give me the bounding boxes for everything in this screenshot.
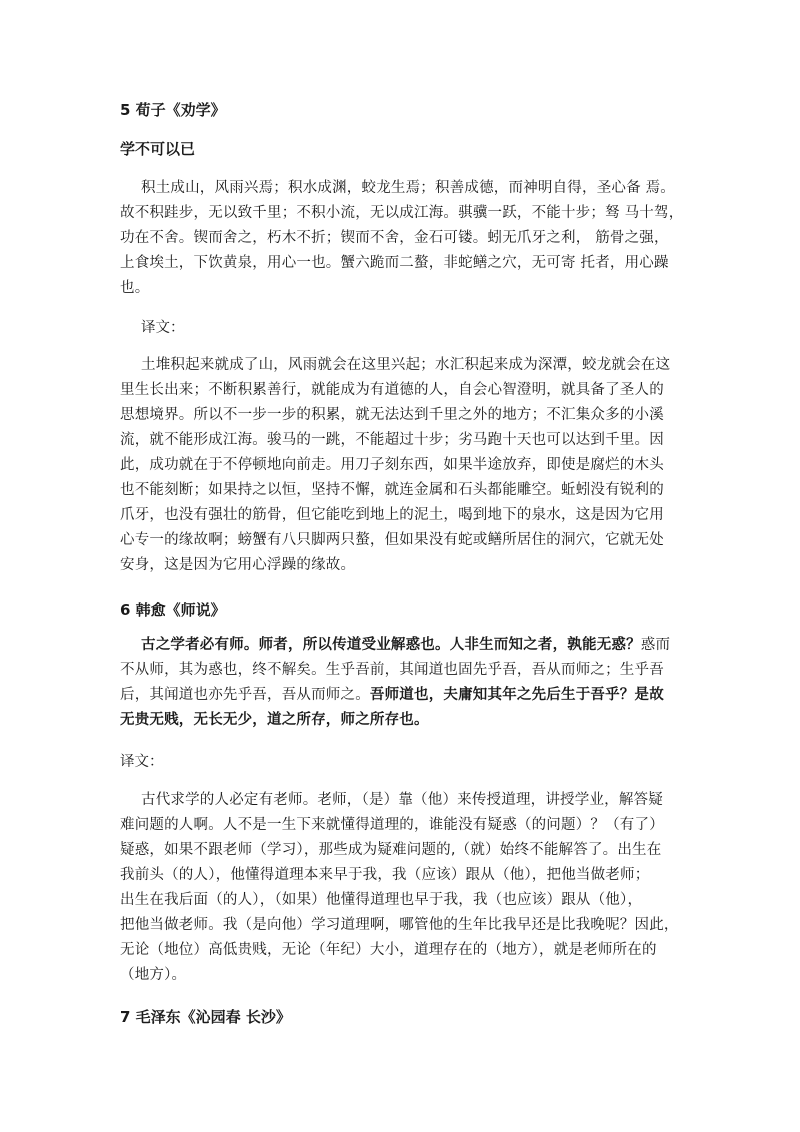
plain-span: 后，其闻道也亦先乎吾，吾从而师之。: [120, 687, 370, 703]
text-line: 故不积跬步，无以致千里；不积小流，无以成江海。骐骥一跃，不能十步；驽 马十驾，: [120, 205, 684, 221]
section-5-translation-label: 译文：: [141, 320, 185, 336]
translation-line: 安身，这是因为它用心浮躁的缘故。: [120, 557, 356, 573]
translation-line: 此，成功就在于不停顿地向前走。用刀子刻东西，如果半途放弃，即使是腐烂的木头: [120, 457, 664, 473]
section-5-translation: [120, 353, 680, 578]
translation-line: （地方）。: [120, 967, 187, 983]
text-line: 也。: [120, 280, 150, 296]
translation-line: 也不能刻断；如果持之以恒，坚持不懈，就连金属和石头都能雕空。蚯蚓没有锐利的: [120, 482, 664, 498]
bold-span: 古之学者必有师。师者，所以传道受业解惑也。人非生而知之者，孰能无惑？: [141, 637, 641, 653]
text-line: [120, 633, 680, 658]
translation-line: 出生在我后面（的人），（如果）他懂得道理也早于我，我（也应该）跟从（他），: [120, 892, 643, 908]
text-line: 不从师，其为惑也，终不解矣。生乎吾前，其闻道也固先乎吾，吾从而师之；生乎吾: [120, 662, 664, 678]
text-line: 功在不舍。锲而舍之，朽木不折；锲而不舍，金石可镂。蚓无爪牙之利， 筋骨之强，: [120, 230, 669, 246]
text-line: 积土成山，风雨兴焉；积水成渊，蛟龙生焉；积善成德，而神明自得，圣心备 焉。: [141, 180, 676, 196]
translation-line: 古代求学的人必定有老师。老师，（是）靠（他）来传授道理，讲授学业，解答疑: [141, 792, 663, 808]
translation-line: 里生长出来；不断积累善行，就能成为有道德的人，自会心智澄明，就具备了圣人的: [120, 382, 664, 398]
text-line: 无贵无贱，无长无少，道之所存，师之所存也。: [120, 712, 429, 728]
section-5-text: [120, 176, 684, 301]
translation-line: 我前头（的人），他懂得道理本来早于我，我（应该）跟从（他），把他当做老师；: [120, 867, 650, 883]
section-7-heading: 7 毛泽东《沁园春 长沙》: [120, 1008, 291, 1026]
translation-line: 疑惑，如果不跟老师（学习），那些成为疑难问题的,（就）始终不能解答了。出生在: [120, 842, 662, 858]
translation-line: 爪牙，也没有强壮的筋骨，但它能吃到地上的泥土，喝到地下的泉水，这是因为它用: [120, 507, 664, 523]
section-6-text: [120, 633, 680, 733]
section-6-translation: [120, 788, 680, 988]
translation-line: 心专一的缘故啊；螃蟹有八只脚两只螯，但如果没有蛇或鳝所居住的洞穴，它就无处: [120, 532, 664, 548]
text-line: [120, 683, 680, 708]
translation-line: 把他当做老师。我（是向他）学习道理啊，哪管他的生年比我早还是比我晚呢？因此，: [120, 917, 679, 933]
translation-line: 无论（地位）高低贵贱，无论（年纪）大小，道理存在的（地方），就是老师所在的: [120, 942, 657, 958]
text-line: 上食埃土，下饮黄泉，用心一也。蟹六跪而二螯，非蛇鳝之穴，无可寄 托者，用心躁: [120, 255, 669, 271]
translation-line: 思想境界。所以不一步一步的积累，就无法达到千里之外的地方；不汇集众多的小溪: [120, 407, 664, 423]
section-5-heading: 5 荀子《劝学》: [120, 101, 226, 119]
translation-line: 难问题的人啊。人不是一生下来就懂得道理的，谁能没有疑惑（的问题）？（有了）: [120, 817, 664, 833]
section-6-heading: 6 韩愈《师说》: [120, 601, 226, 619]
translation-line: 流，就不能形成江海。骏马的一跳，不能超过十步；劣马跑十天也可以达到千里。因: [120, 432, 664, 448]
translation-line: 土堆积起来就成了山，风雨就会在这里兴起；水汇积起来成为深潭，蛟龙就会在这: [141, 357, 671, 373]
section-5-subheading: 学不可以已: [120, 140, 196, 158]
section-6-translation-label: 译文：: [120, 754, 164, 770]
bold-span: 吾师道也，夫庸知其年之先后生于吾乎？是故: [369, 687, 664, 703]
plain-span: 惑而: [640, 637, 671, 653]
